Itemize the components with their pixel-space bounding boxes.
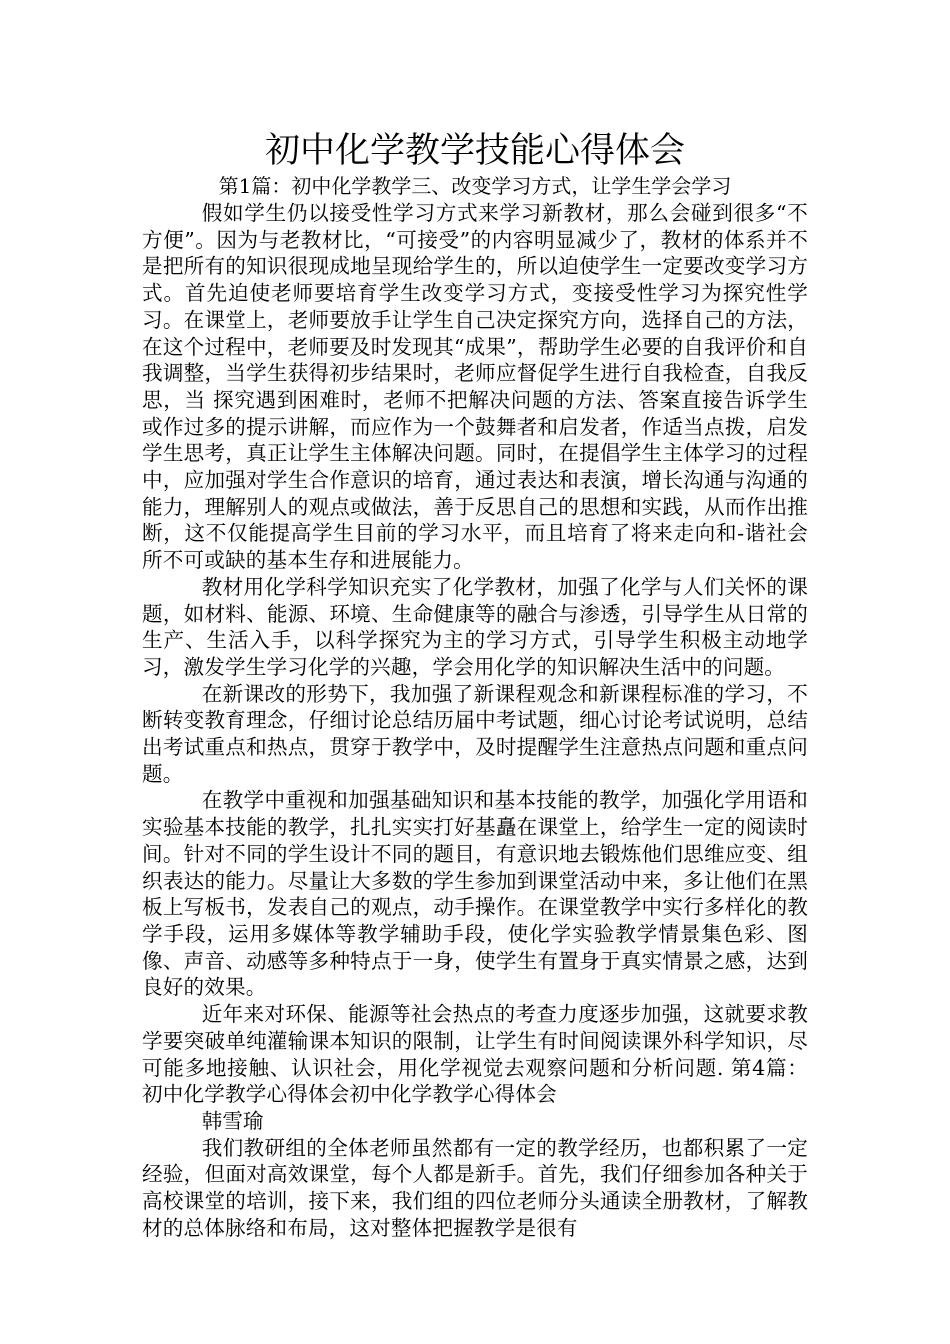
paragraph-1: 假如学生仍以接受性学习方式来学习新教材，那么会碰到很多“不方便”。因为与老教材比，“可接受”的内容明显减少了，教材的体系并不是把所有的知识很现成地呈现给学生的，所以迫使学生一定要改变学习方式。首先迫使老师要培育学生改变学习方式，变接受性学习为探究性学习。在课堂上，老师要放手让学生自己决定探究方向，选择自己的方法，在这个过程中，老师要及时发现其“成果”，帮助学生必要的自我评价和自我调整，当学生获得初步结果时，老师应督促学生进行自我检查，自我反思，当 探究遇到困难时，老师不把解决问题的方法、答案直接告诉学生或作过多的提示讲解，而应作为一个鼓舞者和启发者，作适当点拨，启发学生思考，真正让学生主体解决问题。同时，在提倡学生主体学习的过程中，应加强对学生合作意识的培育，通过表达和表演，增长沟通与沟通的能力，理解别人的观点或做法，善于反思自己的思想和实践，从而作出推断，这不仅能提高学生目前的学习水平，而且培育了将来走向和-谐社会所不可或缺的基本生存和进展能力。 [142, 201, 808, 573]
paragraph-5: 近年来对环保、能源等社会热点的考查力度逐步加强，这就要求教学要突破单纯灌输课本知识的限制，让学生有时间阅读课外科学知识，尽可能多地接触、认识社会，用化学视觉去观察问题和分析问题. 第4篇：初中化学教学心得体会初中化学教学心得体会 [142, 1002, 808, 1107]
paragraph-2: 教材用化学科学知识充实了化学教材，加强了化学与人们关怀的课题，如材料、能源、环境、生命健康等的融合与渗透，引导学生从日常的生产、生活入手，以科学探究为主的学习方式，引导学生积极主动地学习，激发学生学习化学的兴趣，学会用化学的知识解决生活中的问题。 [142, 574, 808, 679]
paragraph-3: 在新课改的形势下，我加强了新课程观念和新课程标准的学习，不断转变教育理念，仔细讨论总结历届中考试题，细心讨论考试说明，总结出考试重点和热点，贯穿于教学中，及时提醒学生注意热点问题和重点问题。 [142, 681, 808, 786]
paragraph-6: 我们教研组的全体老师虽然都有一定的教学经历，也都积累了一定经验，但面对高效课堂，每个人都是新手。首先，我们仔细参加各种关于高校课堂的培训，接下来，我们组的四位老师分头通读全册教材，了解教材的总体脉络和布局，这对整体把握教学是很有 [142, 1135, 808, 1240]
article-body [142, 200, 808, 1241]
article-subtitle: 第1篇：初中化学教学三、改变学习方式，让学生学会学习 [218, 174, 732, 198]
paragraph-4: 在教学中重视和加强基础知识和基本技能的教学，加强化学用语和实验基本技能的教学，扎扎实实打好基矗在课堂上，给学生一定的阅读时间。针对不同的学生设计不同的题目，有意识地去锻炼他们思维应变、组织表达的能力。尽量让大多数的学生参加到课堂活动中来，多让他们在黑板上写板书，发表自己的观点，动手操作。在课堂教学中实行多样化的教学手段，运用多媒体等教学辅助手段，使化学实验教学情景集色彩、图像、声音、动感等多种特点于一身，使学生有置身于真实情景之感，达到良好的效果。 [142, 788, 808, 1000]
document-title: 初中化学教学技能心得体会 [264, 131, 685, 171]
author-name: 韩雪瑜 [201, 1108, 264, 1133]
